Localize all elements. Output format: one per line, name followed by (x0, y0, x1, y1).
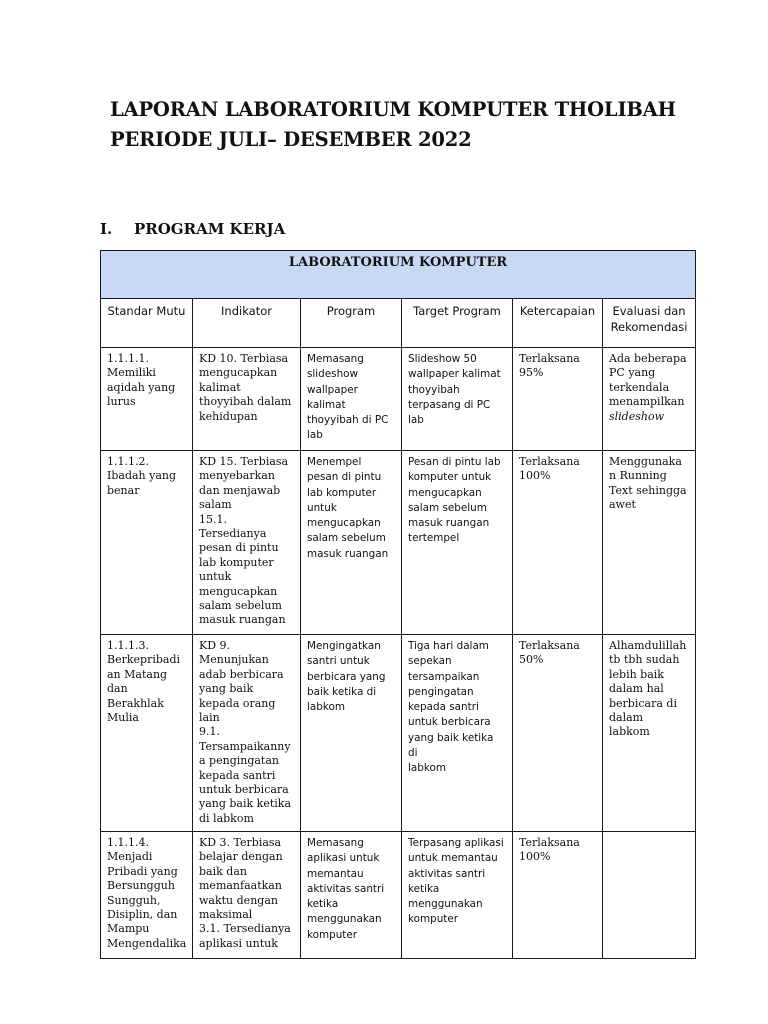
target-program-cell (402, 348, 513, 451)
program-cell (301, 832, 402, 959)
cell-text: 1.1.1.3. Berkepribadi an Matang dan Berakhlak Mulia (107, 639, 181, 725)
program-table (100, 250, 696, 959)
cell-text: 1.1.1.1. Memiliki aqidah yang lurus (107, 352, 176, 409)
column-header-text: Evaluasi dan Rekomendasi (610, 304, 688, 334)
table-caption-row (101, 251, 696, 299)
section-title: PROGRAM KERJA (134, 220, 286, 238)
indikator-cell (193, 832, 301, 959)
title-line-1: LAPORAN LABORATORIUM KOMPUTER THOLIBAH (110, 98, 676, 121)
cell-text: Terpasang aplikasi untuk memantau aktivitas santri ketika menggunakan komputer (408, 837, 504, 926)
target-program-cell (402, 451, 513, 635)
cell-text: 1.1.1.2. Ibadah yang benar (107, 455, 177, 497)
cell-text: Memasang aplikasi untuk memantau aktivitas santri ketika menggunakan komputer (307, 837, 385, 941)
column-header: Indikator (193, 299, 301, 348)
program-cell (301, 635, 402, 832)
cell-text: Slideshow 50 wallpaper kalimat thoyyibah terpasang di PC lab (408, 353, 501, 427)
standar-mutu-cell (101, 635, 193, 832)
evaluasi-cell (603, 451, 696, 635)
column-header: Target Program (402, 299, 513, 348)
column-header: Program (301, 299, 402, 348)
cell-text: Terlaksana 100% (519, 836, 580, 864)
program-cell (301, 348, 402, 451)
cell-text: Terlaksana 95% (519, 352, 580, 380)
cell-text: Terlaksana 50% (519, 639, 580, 667)
table-row (101, 635, 696, 832)
indikator-cell (193, 635, 301, 832)
cell-text: KD 3. Terbiasa belajar dengan baik dan memanfaatkan waktu dengan maksimal 3.1. Tersedianya aplikasi untuk (199, 836, 291, 950)
cell-text: Ada beberapa PC yang terkendala menampilkan (609, 352, 687, 409)
ketercapaian-cell (513, 348, 603, 451)
column-header: Ketercapaian (513, 299, 603, 348)
document-title (110, 95, 676, 155)
target-program-cell (402, 635, 513, 832)
cell-text: Memasang slideshow wallpaper kalimat thoyyibah di PC lab (307, 353, 389, 442)
target-program-cell (402, 832, 513, 959)
cell-text: KD 10. Terbiasa mengucapkan kalimat thoyyibah dalam kehidupan (199, 352, 292, 423)
cell-text: Mengingatkan santri untuk berbicara yang baik ketika di labkom (307, 640, 386, 714)
standar-mutu-cell (101, 451, 193, 635)
ketercapaian-cell (513, 451, 603, 635)
table-row (101, 832, 696, 959)
cell-text: Terlaksana 100% (519, 455, 580, 483)
evaluasi-cell (603, 348, 696, 451)
section-number: I. (100, 220, 113, 238)
ketercapaian-cell (513, 635, 603, 832)
title-line-2: PERIODE JULI– DESEMBER 2022 (110, 128, 472, 151)
table-row (101, 451, 696, 635)
table-row (101, 348, 696, 451)
cell-text: Menempel pesan di pintu lab komputer untuk mengucapkan salam sebelum masuk ruangan (307, 456, 389, 560)
program-cell (301, 451, 402, 635)
ketercapaian-cell (513, 832, 603, 959)
column-header (603, 299, 696, 348)
standar-mutu-cell (101, 832, 193, 959)
table-caption: LABORATORIUM KOMPUTER (101, 251, 696, 299)
section-heading (100, 218, 285, 240)
cell-text: Menggunaka n Running Text sehingga awet (609, 455, 687, 512)
column-header: Standar Mutu (101, 299, 193, 348)
cell-text: Alhamdulillah tb tbh sudah lebih baik dalam hal berbicara di dalam labkom (609, 639, 687, 739)
indikator-cell (193, 451, 301, 635)
cell-text: KD 15. Terbiasa menyebarkan dan menjawab salam 15.1. Tersedianya pesan di pintu lab komputer untuk mengucapkan salam sebelum masuk ruangan (199, 455, 289, 627)
cell-text: Tiga hari dalam sepekan tersampaikan pengingatan kepada santri untuk berbicara yang baik ketika di labkom (408, 640, 494, 775)
cell-text-italic: slideshow (609, 409, 664, 423)
evaluasi-cell (603, 635, 696, 832)
cell-text: KD 9. Menunjukan adab berbicara yang baik kepada orang lain 9.1. Tersampaikanny a pengingatan kepada santri untuk berbicara yang baik ketika di labkom (199, 639, 292, 825)
standar-mutu-cell (101, 348, 193, 451)
cell-text: Pesan di pintu lab komputer untuk mengucapkan salam sebelum masuk ruangan tertempel (408, 456, 501, 545)
table-header-row (101, 299, 696, 348)
indikator-cell (193, 348, 301, 451)
evaluasi-cell (603, 832, 696, 959)
cell-text: 1.1.1.4. Menjadi Pribadi yang Bersungguh Sungguh, Disiplin, dan Mampu Mengendalika (107, 836, 187, 950)
